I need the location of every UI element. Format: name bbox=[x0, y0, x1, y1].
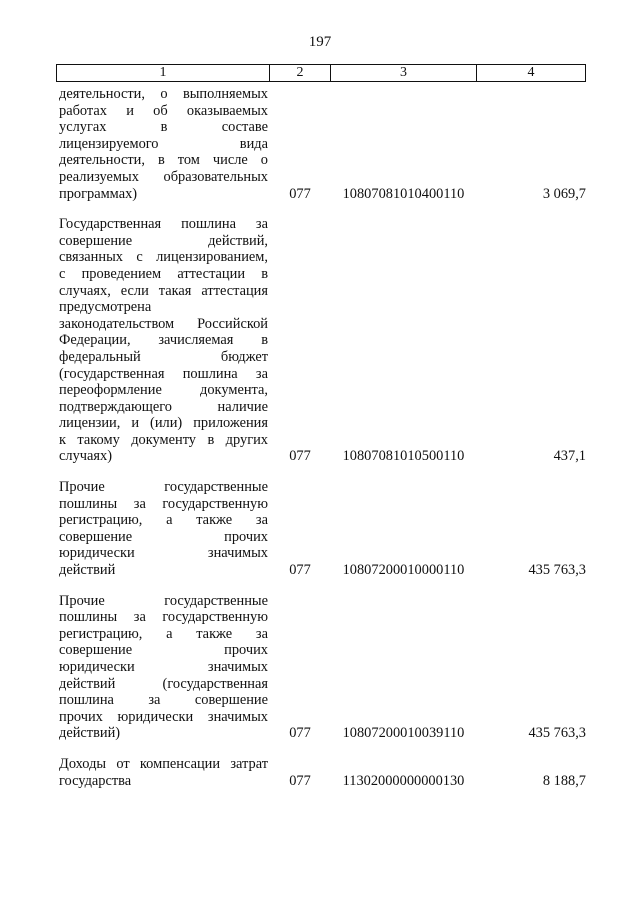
row-description bbox=[56, 479, 268, 579]
row-amount: 435 763,3 bbox=[528, 562, 586, 579]
description-line: юридически значимых bbox=[59, 545, 268, 562]
table-header bbox=[56, 64, 586, 82]
description-line: предусмотрена bbox=[59, 299, 152, 316]
description-line: программах) bbox=[59, 185, 138, 202]
description-line: регистрацию, а также за bbox=[59, 625, 268, 642]
description-line: Прочие государственные bbox=[59, 592, 268, 609]
row-admin-code: 077 bbox=[289, 562, 311, 579]
description-line: лицензируемого вида bbox=[59, 135, 268, 152]
description-line: случаях) bbox=[59, 448, 112, 465]
description-line: услугах в составе bbox=[59, 119, 268, 136]
row-budget-code: 10807200010000110 bbox=[342, 562, 465, 579]
description-line: юридически значимых bbox=[59, 659, 268, 675]
description-line: действий bbox=[59, 562, 116, 579]
row-admin-code: 077 bbox=[289, 448, 311, 465]
description-line: федеральный бюджет bbox=[59, 348, 268, 365]
description-line: (государственная пошлина за bbox=[59, 365, 268, 382]
row-budget-code: 10807200010039110 bbox=[342, 725, 465, 742]
row-admin-code: 077 bbox=[289, 772, 311, 789]
description-line: Государственная пошлина за bbox=[59, 216, 268, 233]
description-line: переоформление документа, bbox=[59, 382, 268, 399]
description-line: совершение действий, bbox=[59, 232, 268, 249]
row-budget-code: 10807081010500110 bbox=[342, 448, 465, 465]
table-row bbox=[56, 86, 586, 202]
description-line: Доходы от компенсации затрат bbox=[59, 755, 268, 772]
row-description bbox=[56, 756, 268, 789]
description-line: Федерации, зачисляемая в bbox=[59, 332, 268, 349]
description-line: государства bbox=[59, 772, 132, 789]
description-line: подтверждающего наличие bbox=[59, 398, 268, 415]
row-amount: 3 069,7 bbox=[542, 185, 586, 202]
table-row bbox=[56, 756, 586, 789]
description-line: случаях, если такая аттестация bbox=[59, 282, 268, 299]
table-body bbox=[56, 86, 586, 789]
description-line: регистрацию, а также за bbox=[59, 512, 268, 529]
description-line: связанных с лицензированием, bbox=[59, 249, 268, 266]
row-amount: 437,1 bbox=[553, 448, 586, 465]
header-col-4: 4 bbox=[527, 65, 535, 80]
description-line: к такому документу в других bbox=[59, 431, 268, 448]
row-amount: 435 763,3 bbox=[528, 725, 586, 742]
row-budget-code: 10807081010400110 bbox=[342, 185, 465, 202]
row-amount: 8 188,7 bbox=[542, 772, 586, 789]
description-line: с проведением аттестации в bbox=[59, 265, 268, 282]
description-line: совершение прочих bbox=[59, 642, 268, 659]
description-line: законодательством Российской bbox=[59, 315, 268, 332]
description-line: реализуемых образовательных bbox=[59, 168, 268, 185]
description-line: Прочие государственные bbox=[59, 479, 268, 496]
row-budget-code: 11302000000000130 bbox=[342, 772, 465, 789]
description-line: совершение прочих bbox=[59, 528, 268, 545]
description-line: действий (государственная bbox=[59, 675, 268, 692]
header-col-2: 2 bbox=[270, 65, 331, 81]
budget-table bbox=[56, 64, 586, 789]
table-row bbox=[56, 216, 586, 465]
table-row bbox=[56, 479, 586, 579]
description-line: пошлины за государственную bbox=[59, 609, 268, 626]
header-col-3: 3 bbox=[331, 65, 477, 81]
description-line: пошлины за государственную bbox=[59, 495, 268, 512]
description-line: деятельности, в том числе о bbox=[59, 152, 268, 169]
description-line: деятельности, о выполняемых bbox=[59, 86, 268, 102]
page-number: 197 bbox=[308, 34, 332, 50]
row-admin-code: 077 bbox=[289, 185, 311, 202]
row-description bbox=[56, 216, 268, 465]
description-line: прочих юридически значимых bbox=[59, 708, 268, 725]
description-line: пошлина за совершение bbox=[59, 692, 268, 709]
row-admin-code: 077 bbox=[289, 725, 311, 742]
description-line: работах и об оказываемых bbox=[59, 102, 268, 119]
description-line: лицензии, и (или) приложения bbox=[59, 415, 268, 432]
header-col-1: 1 bbox=[57, 65, 270, 81]
row-description bbox=[56, 86, 268, 202]
row-description bbox=[56, 593, 268, 742]
description-line: действий) bbox=[59, 725, 121, 742]
table-row bbox=[56, 593, 586, 742]
